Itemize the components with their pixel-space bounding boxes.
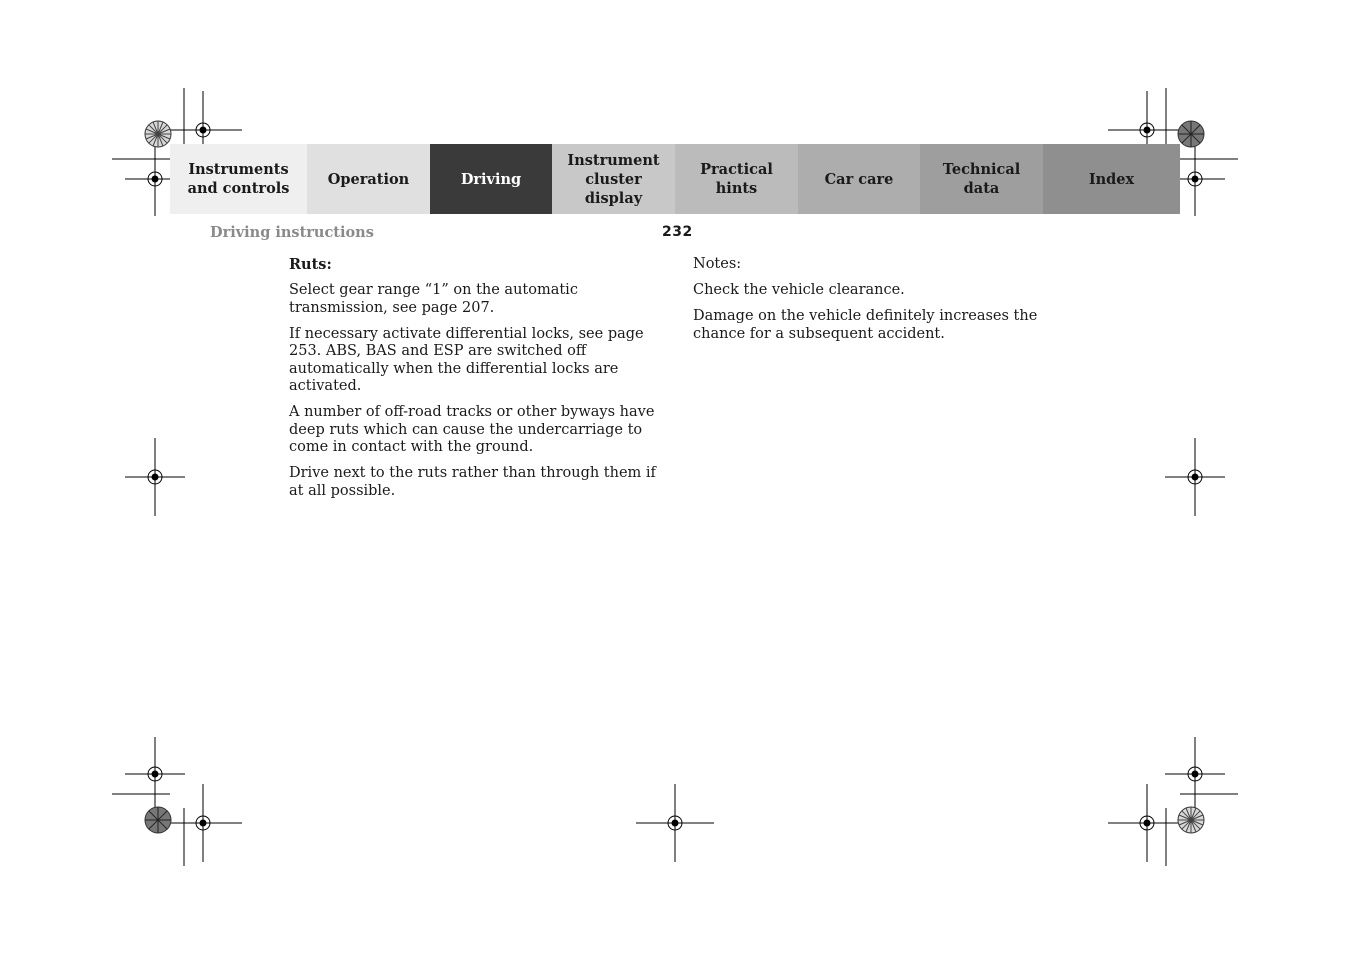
tab-instrument-cluster-display[interactable]: Instrument cluster display xyxy=(552,144,675,214)
tab-instruments-and-controls[interactable]: Instruments and controls xyxy=(170,144,307,214)
tab-practical-hints[interactable]: Practical hints xyxy=(675,144,798,214)
paragraph: A number of off-road tracks or other byways have deep ruts which can cause the undercarriage to come in contact with the ground. xyxy=(289,404,655,455)
section-title: Driving instructions xyxy=(210,224,374,241)
paragraph: Damage on the vehicle definitely increases the chance for a subsequent accident. xyxy=(693,308,1038,342)
notes-heading: Notes: xyxy=(693,256,742,272)
paragraph: Select gear range “1” on the automatic transmission, see page 207. xyxy=(289,282,578,316)
tab-operation[interactable]: Operation xyxy=(307,144,430,214)
tab-driving[interactable]: Driving xyxy=(430,144,552,214)
left-column xyxy=(289,256,659,509)
paragraph: If necessary activate differential locks, see page 253. ABS, BAS and ESP are switched off automatically when the differential locks are activated. xyxy=(289,325,644,394)
chapter-tab-bar xyxy=(170,144,1180,214)
right-column xyxy=(693,256,1073,352)
paragraph: Check the vehicle clearance. xyxy=(693,282,905,298)
tab-car-care[interactable]: Car care xyxy=(798,144,920,214)
page-number: 232 xyxy=(662,224,693,240)
paragraph: Drive next to the ruts rather than through them if at all possible. xyxy=(289,465,656,499)
tab-technical-data[interactable]: Technical data xyxy=(920,144,1043,214)
ruts-heading: Ruts: xyxy=(289,256,332,273)
tab-index[interactable]: Index xyxy=(1043,144,1180,214)
